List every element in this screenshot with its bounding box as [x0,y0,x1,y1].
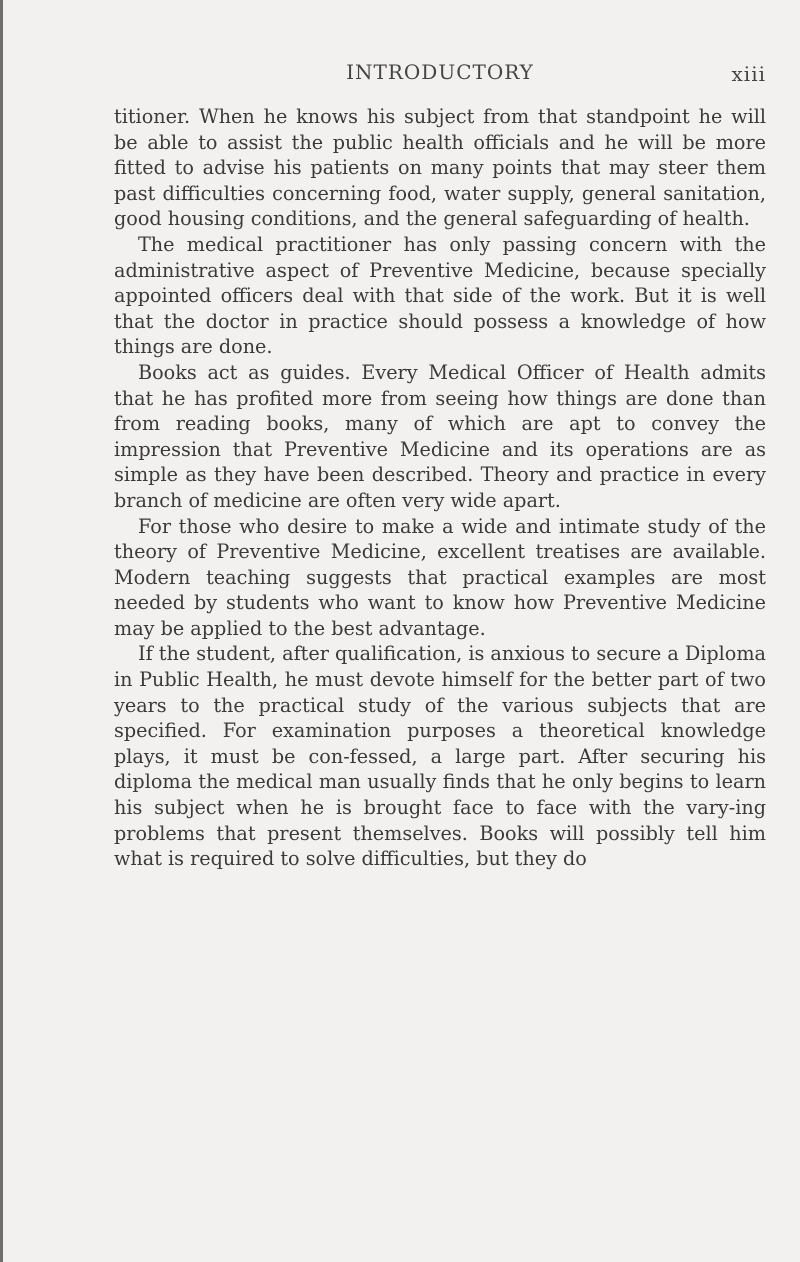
page-header [114,60,766,94]
paragraph-1: titioner. When he knows his subject from that standpoint he will be able to assist the public health officials and he will be more fitted to advise his patients on many points that may steer them past difficulties concerning food, water supply, general sanitation, good housing conditions, and the general safeguarding of health. [114,105,766,231]
page-number: xiii [731,62,766,86]
book-page [114,60,766,872]
body-text [114,104,766,872]
paragraph-3: Books act as guides. Every Medical Officer of Health admits that he has profited more from seeing how things are done than from reading books, many of which are apt to convey the impression that Preventive Medicine and its operations are as simple as they have been described. Theory and practice in every branch of medicine are often very wide apart. [114,360,766,512]
paragraph-4: For those who desire to make a wide and intimate study of the theory of Preventive Medicine, excellent treatises are available. Modern teaching suggests that practical examples are most needed by students who want to know how Preventive Medicine may be applied to the best advantage. [114,514,766,640]
paragraph-2: The medical practitioner has only passing concern with the administrative aspect of Preventive Medicine, because specially appointed officers deal with that side of the work. But it is well that the doctor in practice should possess a knowledge of how things are done. [114,232,766,359]
running-title: INTRODUCTORY [346,60,534,84]
paragraph-5: If the student, after qualification, is anxious to secure a Diploma in Public Health, he must devote himself for the better part of two years to the practical study of the various subjects that are specified. For examination purposes a theoretical knowledge plays, it must be con-fessed, a large part. After securing his diploma the medical man usually finds that he only begins to learn his subject when he is brought face to face with the vary-ing problems that present themselves. Books will possibly tell him what is required to solve difficulties, but they do [114,642,766,871]
page-binding-edge [0,0,3,1262]
